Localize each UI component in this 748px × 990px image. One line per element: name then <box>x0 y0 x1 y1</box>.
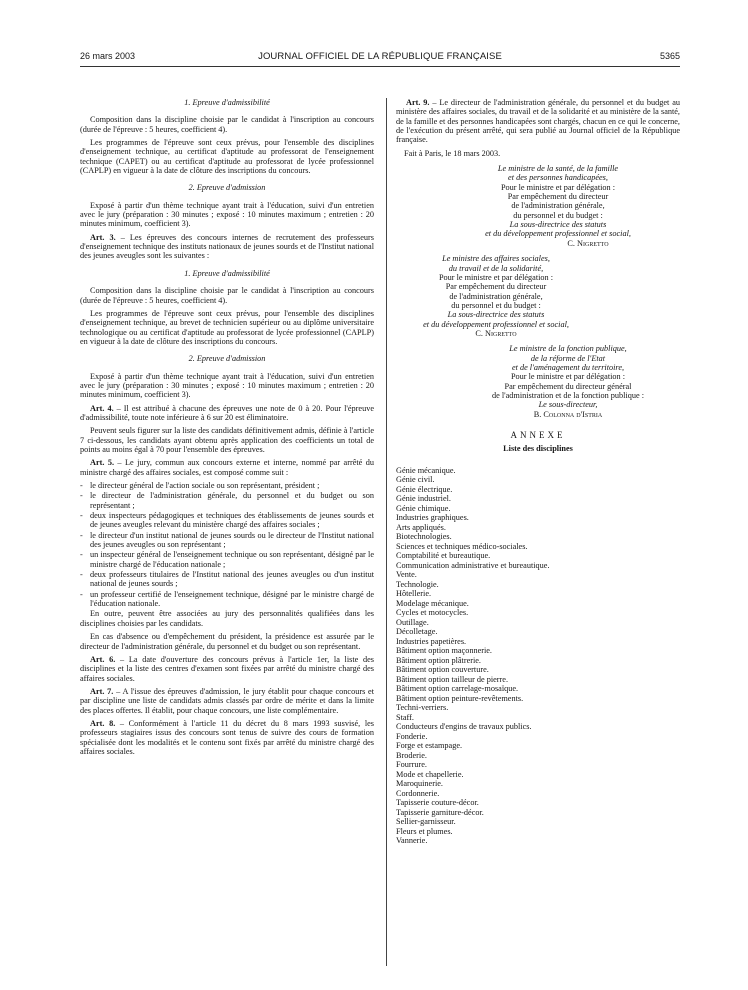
article-7 <box>80 687 374 715</box>
right-column <box>396 98 680 846</box>
discipline-item: Tapisserie couture-décor. <box>396 798 479 808</box>
article-text: – Le jury, commun aux concours externe et interne, nommé par arrêté du ministre chargé des affaires sociales, est composé comme suit : <box>80 458 374 477</box>
article-text: – Le directeur de l'administration générale, du personnel et du budget au ministère des affaires sociales, du travail et de la solidarité et au ministère de la santé, de la famille et des personnes handicapées sont chargés, chacun en ce qui le concerne, de l'exécution du présent arrêté, qui sera publié au Journal officiel de la République française. <box>396 98 680 145</box>
discipline-item: Tapisserie garniture-décor. <box>396 807 484 817</box>
discipline-item: Communication administrative et bureautique. <box>396 560 550 570</box>
discipline-item: Mode et chapellerie. <box>396 769 464 779</box>
signatory-title: Le ministre de la fonction publique, <box>509 344 627 354</box>
delegation-line: Par empêchement du directeur <box>445 282 547 292</box>
paragraph: Les programmes de l'épreuve sont ceux prévus, pour l'ensemble des disciplines d'enseignement technique, au brevet de technicien supérieur ou au diplôme universitaire technologique ou au certificat d'aptitude au professorat de lycée professionnel (CAPLP) en vigueur à la date de clôture des inscriptions du concours. <box>80 308 374 346</box>
discipline-item: Outillage. <box>396 617 429 627</box>
left-column <box>80 98 374 760</box>
signatory-title: Le ministre des affaires sociales, <box>442 254 550 264</box>
paragraph: Les programmes de l'épreuve sont ceux prévus, pour l'ensemble des disciplines d'enseignement technique, au certificat d'aptitude au professorat de l'enseignement technique (CAPET) ou au certificat d'aptitude au professorat de lycée professionnel (CAPLP) en vigueur à la date de clôture des inscriptions du concours. <box>80 138 374 176</box>
column-divider <box>386 98 387 966</box>
article-label: Art. 8. <box>90 718 116 728</box>
discipline-item: Fleurs et plumes. <box>396 826 453 836</box>
paragraph: Peuvent seuls figurer sur la liste des candidats définitivement admis, définie à l'article 7 ci-dessous, les candidats ayant obtenu après application des coefficients un total de points au moins égal à 70 pour l'ensemble des épreuves. <box>80 426 374 454</box>
article-label: Art. 4. <box>90 403 114 413</box>
list-item: - deux professeurs titulaires de l'Institut national des jeunes aveugles ou d'un institut national de jeunes sourds ; <box>80 570 374 589</box>
article-6 <box>80 655 374 683</box>
discipline-item: Cordonnerie. <box>396 788 440 798</box>
article-text: – La date d'ouverture des concours prévus à l'article 1er, la liste des disciplines et la liste des centres d'examen sont fixées par arrêté du ministre chargé des affaires sociales. <box>80 654 375 683</box>
list-item: - deux inspecteurs pédagogiques et techniques des établissements de jeunes sourds et de jeunes aveugles relevant du ministère chargé des affaires sociales ; <box>80 511 374 530</box>
page-header <box>80 51 680 63</box>
delegation-line: de l'administration générale, <box>511 201 605 211</box>
delegation-line: du personnel et du budget : <box>513 210 603 220</box>
section-heading: 1. Epreuve d'admissibilité <box>184 268 270 278</box>
discipline-item: Bâtiment option plâtrerie. <box>396 655 481 665</box>
delegation-line: de l'administration et de la fonction publique : <box>491 390 644 400</box>
discipline-item: Génie mécanique. <box>396 465 456 475</box>
discipline-item: Broderie. <box>396 750 427 760</box>
paragraph: Exposé à partir d'un thème technique ayant trait à l'éducation, suivi d'un entretien avec le jury (préparation : 30 minutes ; exposé : 10 minutes maximum ; entretien : 20 minutes minimum, coefficient 3). <box>80 200 374 229</box>
article-9 <box>396 98 680 145</box>
delegation-line: du personnel et du budget : <box>451 300 541 310</box>
discipline-item: Vente. <box>396 570 417 580</box>
signatory-name: B. Colonna d'Istria <box>533 409 603 419</box>
discipline-item: Bâtiment option couverture. <box>396 665 489 675</box>
discipline-item: Génie électrique. <box>396 484 453 494</box>
list-item: - un inspecteur général de l'enseignement technique ou son représentant, désigné par le ministre chargé de l'éducation nationale ; <box>80 550 374 569</box>
header-date: 26 mars 2003 <box>80 51 136 61</box>
section-heading: 2. Epreuve d'admission <box>188 354 266 364</box>
list-item: - le directeur général de l'action sociale ou son représentant, président ; <box>80 481 374 490</box>
section-heading: 2. Epreuve d'admission <box>188 183 266 193</box>
signature-block-affaires-sociales <box>396 254 596 338</box>
article-label: Art. 7. <box>90 686 114 696</box>
discipline-item: Bâtiment option carrelage-mosaïque. <box>396 684 519 694</box>
discipline-item: Modelage mécanique. <box>396 598 469 608</box>
list-item: - le directeur d'un institut national de jeunes sourds ou le directeur de l'Institut national des jeunes aveugles ou son représentant ; <box>80 531 374 550</box>
delegation-line: Par empêchement du directeur général <box>504 381 632 391</box>
paragraph: Composition dans la discipline choisie par le candidat à l'inscription au concours (durée de l'épreuve : 5 heures, coefficient 4). <box>80 115 374 134</box>
list-item: - le directeur de l'administration générale, du personnel et du budget ou son représentant ; <box>80 491 374 510</box>
discipline-item: Fourrure. <box>396 760 427 770</box>
signature-date: Fait à Paris, le 18 mars 2003. <box>404 148 501 158</box>
discipline-item: Arts appliqués. <box>396 522 446 532</box>
delegation-line: Pour le ministre et par délégation : <box>500 182 616 192</box>
discipline-item: Fonderie. <box>396 731 428 741</box>
discipline-item: Hôtellerie. <box>396 589 432 599</box>
article-text: – A l'issue des épreuves d'admission, le jury établit pour chaque concours et par discipline une liste de candidats admis classés par ordre de mérite et dans la limite des places offertes. Il établit, pour chaque concours, une liste complémentaire. <box>80 686 374 715</box>
discipline-item: Sellier-garnisseur. <box>396 817 456 827</box>
article-label: Art. 6. <box>90 654 116 664</box>
discipline-item: Décolletage. <box>396 627 438 637</box>
jury-list <box>80 481 374 608</box>
signatory-title: La sous-directrice des statuts <box>509 220 607 230</box>
discipline-item: Génie industriel. <box>396 494 451 504</box>
paragraph: En outre, peuvent être associées au jury des personnalités qualifiées dans les disciplines choisies par les candidats. <box>80 609 374 628</box>
paragraph: Composition dans la discipline choisie par le candidat à l'inscription au concours (durée de l'épreuve : 5 heures, coefficient 4). <box>80 286 374 305</box>
signatory-name: C. Nigretto <box>475 328 517 338</box>
signatory-title: et du développement professionnel et social, <box>423 319 569 329</box>
signatory-title: et de l'aménagement du territoire, <box>511 362 625 372</box>
article-8 <box>80 719 374 756</box>
signatory-title: Le sous-directeur, <box>538 400 598 410</box>
delegation-line: Pour le ministre et par délégation : <box>510 372 626 382</box>
discipline-item: Bâtiment option peinture-revêtements. <box>396 693 524 703</box>
signatory-title: La sous-directrice des statuts <box>447 310 545 320</box>
article-3 <box>80 233 374 261</box>
discipline-item: Bâtiment option tailleur de pierre. <box>396 674 509 684</box>
discipline-item: Vannerie. <box>396 836 428 846</box>
header-page-number: 5365 <box>659 51 680 61</box>
delegation-line: de l'administration générale, <box>449 291 543 301</box>
discipline-item: Cycles et motocycles. <box>396 608 469 618</box>
signatory-title: Le ministre de la santé, de la famille <box>497 164 619 174</box>
discipline-list-title: Liste des disciplines <box>503 444 573 454</box>
paragraph: En cas d'absence ou d'empêchement du président, la présidence est assurée par le directeur de l'administration générale, du personnel et du budget ou son représentant. <box>80 632 374 651</box>
delegation-line: Par empêchement du directeur <box>507 192 609 202</box>
signatory-name: C. Nigretto <box>567 238 609 248</box>
header-journal-title: JOURNAL OFFICIEL DE LA RÉPUBLIQUE FRANÇAISE <box>258 51 502 62</box>
signature-block-fonction-publique <box>396 344 680 419</box>
discipline-list <box>396 466 680 846</box>
article-5 <box>80 458 374 477</box>
discipline-item: Staff. <box>396 712 414 722</box>
discipline-item: Technologie. <box>396 579 439 589</box>
list-item: - un professeur certifié de l'enseignement technique, désigné par le ministre chargé de l'éducation nationale. <box>80 590 374 609</box>
discipline-item: Forge et estampage. <box>396 741 463 751</box>
discipline-item: Techni-verriers. <box>396 703 449 713</box>
discipline-item: Industries graphiques. <box>396 513 469 523</box>
article-label: Art. 9. <box>406 98 430 107</box>
article-text: – Les épreuves des concours internes de recrutement des professeurs d'enseignement technique des instituts nationaux de jeunes sourds et de l'Institut national des jeunes aveugles sont les suivantes : <box>80 232 374 261</box>
signatory-title: du travail et de la solidarité, <box>448 263 544 273</box>
discipline-item: Maroquinerie. <box>396 779 443 789</box>
signatory-title: et des personnes handicapées, <box>508 173 608 183</box>
discipline-item: Bâtiment option maçonnerie. <box>396 646 492 656</box>
signatory-title: et du développement professionnel et social, <box>485 229 631 239</box>
discipline-item: Génie chimique. <box>396 503 451 513</box>
annexe-heading: ANNEXE <box>510 430 566 440</box>
article-label: Art. 5. <box>90 458 115 468</box>
discipline-item: Sciences et techniques médico-sociales. <box>396 541 528 551</box>
signature-block-sante <box>396 164 680 248</box>
article-text: – Conformément à l'article 11 du décret du 8 mars 1993 susvisé, les professeurs stagiaires issus des concours sont tenus de suivre des cours de formation spécialisée dont les modalités et le contenu sont fixés par arrêté du ministre chargé des affaires sociales. <box>80 718 374 756</box>
header-rule <box>80 66 680 67</box>
delegation-line: Pour le ministre et par délégation : <box>438 272 554 282</box>
article-text: – Il est attribué à chacune des épreuves une note de 0 à 20. Pour l'épreuve d'admissibilité, toute note inférieure à 6 sur 20 est éliminatoire. <box>80 403 374 422</box>
discipline-item: Génie civil. <box>396 475 435 485</box>
section-heading: 1. Epreuve d'admissibilité <box>184 98 270 107</box>
article-4 <box>80 404 374 423</box>
article-label: Art. 3. <box>90 232 116 242</box>
discipline-item: Conducteurs d'engins de travaux publics. <box>396 722 532 732</box>
discipline-item: Industries papetières. <box>396 636 467 646</box>
signatory-title: de la réforme de l'Etat <box>530 353 606 363</box>
paragraph: Exposé à partir d'un thème technique ayant trait à l'éducation, suivi d'un entretien avec le jury (préparation : 30 minutes ; exposé : 10 minutes maximum ; entretien : 20 minutes minimum, coefficient 3). <box>80 371 374 400</box>
discipline-item: Biotechnologies. <box>396 532 452 542</box>
discipline-item: Comptabilité et bureautique. <box>396 551 491 561</box>
